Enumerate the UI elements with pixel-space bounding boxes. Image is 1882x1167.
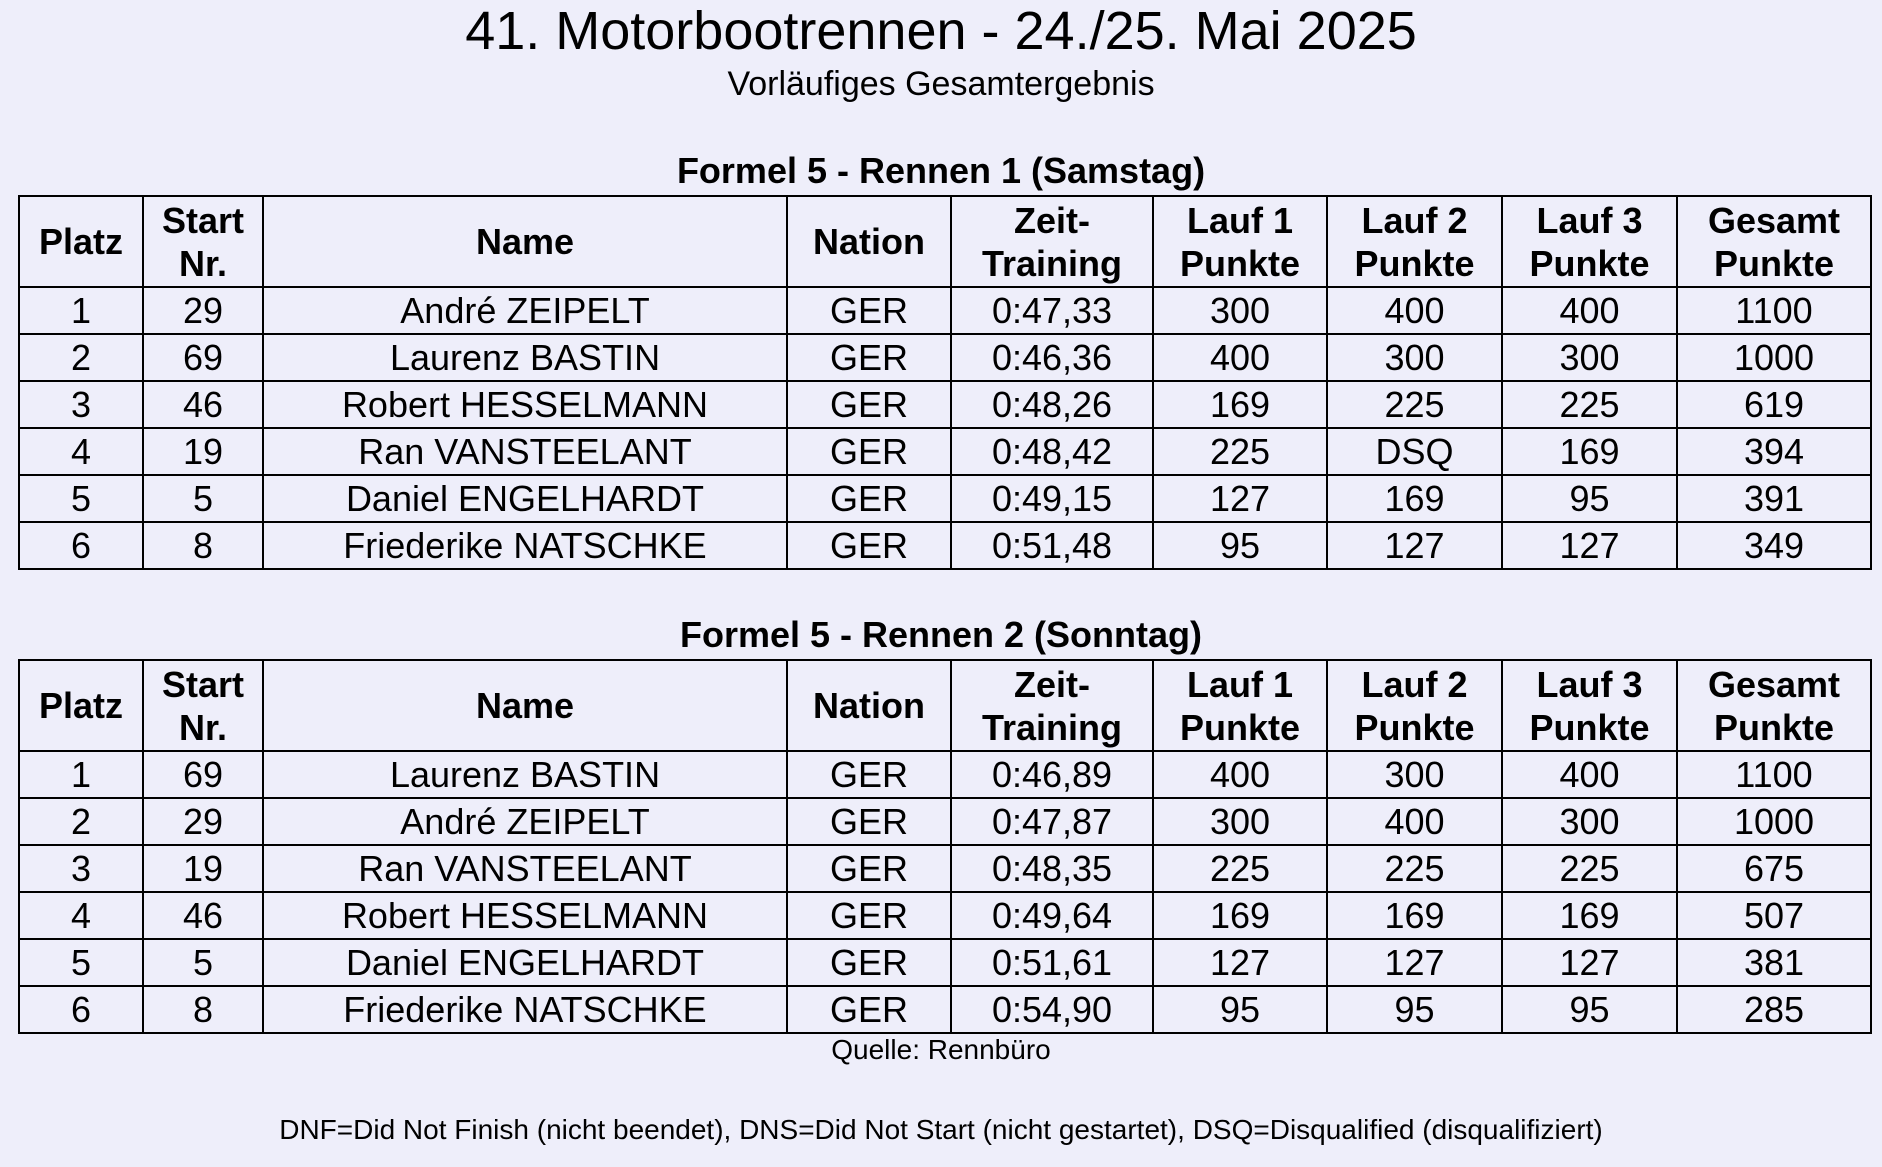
cell-nation: GER xyxy=(787,751,951,798)
cell-gesamt-punkte: 1000 xyxy=(1677,334,1871,381)
cell-lauf3-punkte: 95 xyxy=(1502,475,1677,522)
cell-platz: 3 xyxy=(19,381,143,428)
cell-start-nr: 69 xyxy=(143,751,263,798)
cell-start-nr: 8 xyxy=(143,986,263,1033)
cell-gesamt-punkte: 1000 xyxy=(1677,798,1871,845)
cell-nation: GER xyxy=(787,798,951,845)
table-header-row xyxy=(19,196,1871,287)
cell-lauf3-punkte: 127 xyxy=(1502,939,1677,986)
cell-zeit-training: 0:48,35 xyxy=(951,845,1153,892)
cell-zeit-training: 0:49,15 xyxy=(951,475,1153,522)
cell-lauf3-punkte: 300 xyxy=(1502,798,1677,845)
col-header-platz: Platz xyxy=(19,196,143,287)
cell-nation: GER xyxy=(787,892,951,939)
cell-name: Ran VANSTEELANT xyxy=(263,845,787,892)
cell-zeit-training: 0:46,36 xyxy=(951,334,1153,381)
cell-nation: GER xyxy=(787,475,951,522)
col-header-nation: Nation xyxy=(787,196,951,287)
cell-lauf2-punkte: 127 xyxy=(1327,939,1502,986)
cell-platz: 2 xyxy=(19,798,143,845)
cell-zeit-training: 0:48,42 xyxy=(951,428,1153,475)
cell-nation: GER xyxy=(787,522,951,569)
cell-lauf3-punkte: 127 xyxy=(1502,522,1677,569)
cell-name: Friederike NATSCHKE xyxy=(263,522,787,569)
cell-start-nr: 19 xyxy=(143,845,263,892)
table-row xyxy=(19,522,1871,569)
table-row xyxy=(19,798,1871,845)
cell-lauf1-punkte: 400 xyxy=(1153,334,1327,381)
cell-lauf2-punkte: 400 xyxy=(1327,287,1502,334)
table-row xyxy=(19,381,1871,428)
race-2-results-table xyxy=(18,659,1872,1034)
table-row xyxy=(19,287,1871,334)
cell-name: Robert HESSELMANN xyxy=(263,381,787,428)
cell-nation: GER xyxy=(787,287,951,334)
col-header-nation: Nation xyxy=(787,660,951,751)
table-header-row xyxy=(19,660,1871,751)
cell-lauf2-punkte: 95 xyxy=(1327,986,1502,1033)
cell-name: Laurenz BASTIN xyxy=(263,334,787,381)
cell-lauf1-punkte: 225 xyxy=(1153,845,1327,892)
cell-start-nr: 5 xyxy=(143,475,263,522)
cell-lauf1-punkte: 127 xyxy=(1153,475,1327,522)
cell-lauf1-punkte: 169 xyxy=(1153,381,1327,428)
cell-lauf3-punkte: 225 xyxy=(1502,381,1677,428)
cell-lauf1-punkte: 225 xyxy=(1153,428,1327,475)
cell-start-nr: 46 xyxy=(143,892,263,939)
cell-name: André ZEIPELT xyxy=(263,287,787,334)
cell-start-nr: 29 xyxy=(143,287,263,334)
cell-lauf1-punkte: 95 xyxy=(1153,522,1327,569)
cell-lauf3-punkte: 300 xyxy=(1502,334,1677,381)
col-header-gesamt: Gesamt Punkte xyxy=(1677,196,1871,287)
col-header-lauf3: Lauf 3 Punkte xyxy=(1502,660,1677,751)
cell-zeit-training: 0:47,87 xyxy=(951,798,1153,845)
cell-gesamt-punkte: 381 xyxy=(1677,939,1871,986)
table-row xyxy=(19,475,1871,522)
col-header-zeit: Zeit- Training xyxy=(951,660,1153,751)
cell-start-nr: 19 xyxy=(143,428,263,475)
cell-platz: 3 xyxy=(19,845,143,892)
table-row xyxy=(19,334,1871,381)
cell-nation: GER xyxy=(787,845,951,892)
cell-name: Ran VANSTEELANT xyxy=(263,428,787,475)
cell-platz: 5 xyxy=(19,475,143,522)
col-header-lauf2: Lauf 2 Punkte xyxy=(1327,196,1502,287)
cell-lauf1-punkte: 127 xyxy=(1153,939,1327,986)
cell-start-nr: 69 xyxy=(143,334,263,381)
cell-zeit-training: 0:48,26 xyxy=(951,381,1153,428)
cell-name: Daniel ENGELHARDT xyxy=(263,939,787,986)
cell-nation: GER xyxy=(787,939,951,986)
cell-gesamt-punkte: 507 xyxy=(1677,892,1871,939)
col-header-lauf1: Lauf 1 Punkte xyxy=(1153,196,1327,287)
col-header-name: Name xyxy=(263,660,787,751)
cell-lauf1-punkte: 400 xyxy=(1153,751,1327,798)
table-row xyxy=(19,428,1871,475)
cell-lauf2-punkte: 169 xyxy=(1327,475,1502,522)
cell-lauf2-punkte: 225 xyxy=(1327,845,1502,892)
cell-gesamt-punkte: 1100 xyxy=(1677,287,1871,334)
abbreviation-legend: DNF=Did Not Finish (nicht beendet), DNS=Did Not Start (nicht gestartet), DSQ=Disqualified (disqualifiziert) xyxy=(279,1114,1603,1145)
cell-start-nr: 8 xyxy=(143,522,263,569)
col-header-lauf3: Lauf 3 Punkte xyxy=(1502,196,1677,287)
cell-gesamt-punkte: 349 xyxy=(1677,522,1871,569)
cell-lauf2-punkte: 400 xyxy=(1327,798,1502,845)
cell-name: Daniel ENGELHARDT xyxy=(263,475,787,522)
table-row xyxy=(19,986,1871,1033)
cell-zeit-training: 0:46,89 xyxy=(951,751,1153,798)
cell-lauf3-punkte: 169 xyxy=(1502,892,1677,939)
col-header-name: Name xyxy=(263,196,787,287)
cell-name: André ZEIPELT xyxy=(263,798,787,845)
cell-zeit-training: 0:51,61 xyxy=(951,939,1153,986)
cell-gesamt-punkte: 394 xyxy=(1677,428,1871,475)
cell-lauf3-punkte: 169 xyxy=(1502,428,1677,475)
cell-start-nr: 5 xyxy=(143,939,263,986)
table-row xyxy=(19,845,1871,892)
cell-nation: GER xyxy=(787,381,951,428)
cell-lauf3-punkte: 95 xyxy=(1502,986,1677,1033)
cell-gesamt-punkte: 391 xyxy=(1677,475,1871,522)
col-header-start: Start Nr. xyxy=(143,196,263,287)
cell-platz: 4 xyxy=(19,892,143,939)
cell-start-nr: 46 xyxy=(143,381,263,428)
cell-gesamt-punkte: 1100 xyxy=(1677,751,1871,798)
race-2-body xyxy=(19,751,1871,1033)
col-header-gesamt: Gesamt Punkte xyxy=(1677,660,1871,751)
race-1-title: Formel 5 - Rennen 1 (Samstag) xyxy=(676,150,1206,191)
col-header-lauf1: Lauf 1 Punkte xyxy=(1153,660,1327,751)
race-1-body xyxy=(19,287,1871,569)
cell-platz: 6 xyxy=(19,986,143,1033)
cell-platz: 6 xyxy=(19,522,143,569)
cell-nation: GER xyxy=(787,428,951,475)
cell-name: Laurenz BASTIN xyxy=(263,751,787,798)
cell-lauf1-punkte: 169 xyxy=(1153,892,1327,939)
cell-gesamt-punkte: 285 xyxy=(1677,986,1871,1033)
cell-name: Robert HESSELMANN xyxy=(263,892,787,939)
cell-zeit-training: 0:49,64 xyxy=(951,892,1153,939)
page-title: 41. Motorbootrennen - 24./25. Mai 2025 xyxy=(465,1,1417,61)
cell-lauf3-punkte: 400 xyxy=(1502,287,1677,334)
col-header-platz: Platz xyxy=(19,660,143,751)
cell-lauf2-punkte: 300 xyxy=(1327,334,1502,381)
col-header-lauf2: Lauf 2 Punkte xyxy=(1327,660,1502,751)
col-header-zeit: Zeit- Training xyxy=(951,196,1153,287)
cell-lauf2-punkte: 127 xyxy=(1327,522,1502,569)
cell-gesamt-punkte: 675 xyxy=(1677,845,1871,892)
table-row xyxy=(19,751,1871,798)
cell-start-nr: 29 xyxy=(143,798,263,845)
cell-gesamt-punkte: 619 xyxy=(1677,381,1871,428)
cell-platz: 4 xyxy=(19,428,143,475)
cell-nation: GER xyxy=(787,986,951,1033)
page-subtitle: Vorläufiges Gesamtergebnis xyxy=(727,65,1155,103)
table-row xyxy=(19,892,1871,939)
cell-lauf2-punkte: 300 xyxy=(1327,751,1502,798)
cell-lauf2-punkte: DSQ xyxy=(1327,428,1502,475)
cell-platz: 2 xyxy=(19,334,143,381)
cell-nation: GER xyxy=(787,334,951,381)
cell-zeit-training: 0:54,90 xyxy=(951,986,1153,1033)
cell-lauf3-punkte: 400 xyxy=(1502,751,1677,798)
cell-zeit-training: 0:51,48 xyxy=(951,522,1153,569)
cell-platz: 1 xyxy=(19,287,143,334)
source-note: Quelle: Rennbüro xyxy=(831,1034,1051,1065)
cell-lauf3-punkte: 225 xyxy=(1502,845,1677,892)
cell-lauf2-punkte: 225 xyxy=(1327,381,1502,428)
table-row xyxy=(19,939,1871,986)
cell-lauf1-punkte: 300 xyxy=(1153,287,1327,334)
cell-name: Friederike NATSCHKE xyxy=(263,986,787,1033)
race-2-title: Formel 5 - Rennen 2 (Sonntag) xyxy=(679,614,1203,655)
cell-lauf2-punkte: 169 xyxy=(1327,892,1502,939)
cell-platz: 5 xyxy=(19,939,143,986)
cell-zeit-training: 0:47,33 xyxy=(951,287,1153,334)
cell-lauf1-punkte: 300 xyxy=(1153,798,1327,845)
race-1-results-table xyxy=(18,195,1872,570)
col-header-start: Start Nr. xyxy=(143,660,263,751)
cell-platz: 1 xyxy=(19,751,143,798)
cell-lauf1-punkte: 95 xyxy=(1153,986,1327,1033)
